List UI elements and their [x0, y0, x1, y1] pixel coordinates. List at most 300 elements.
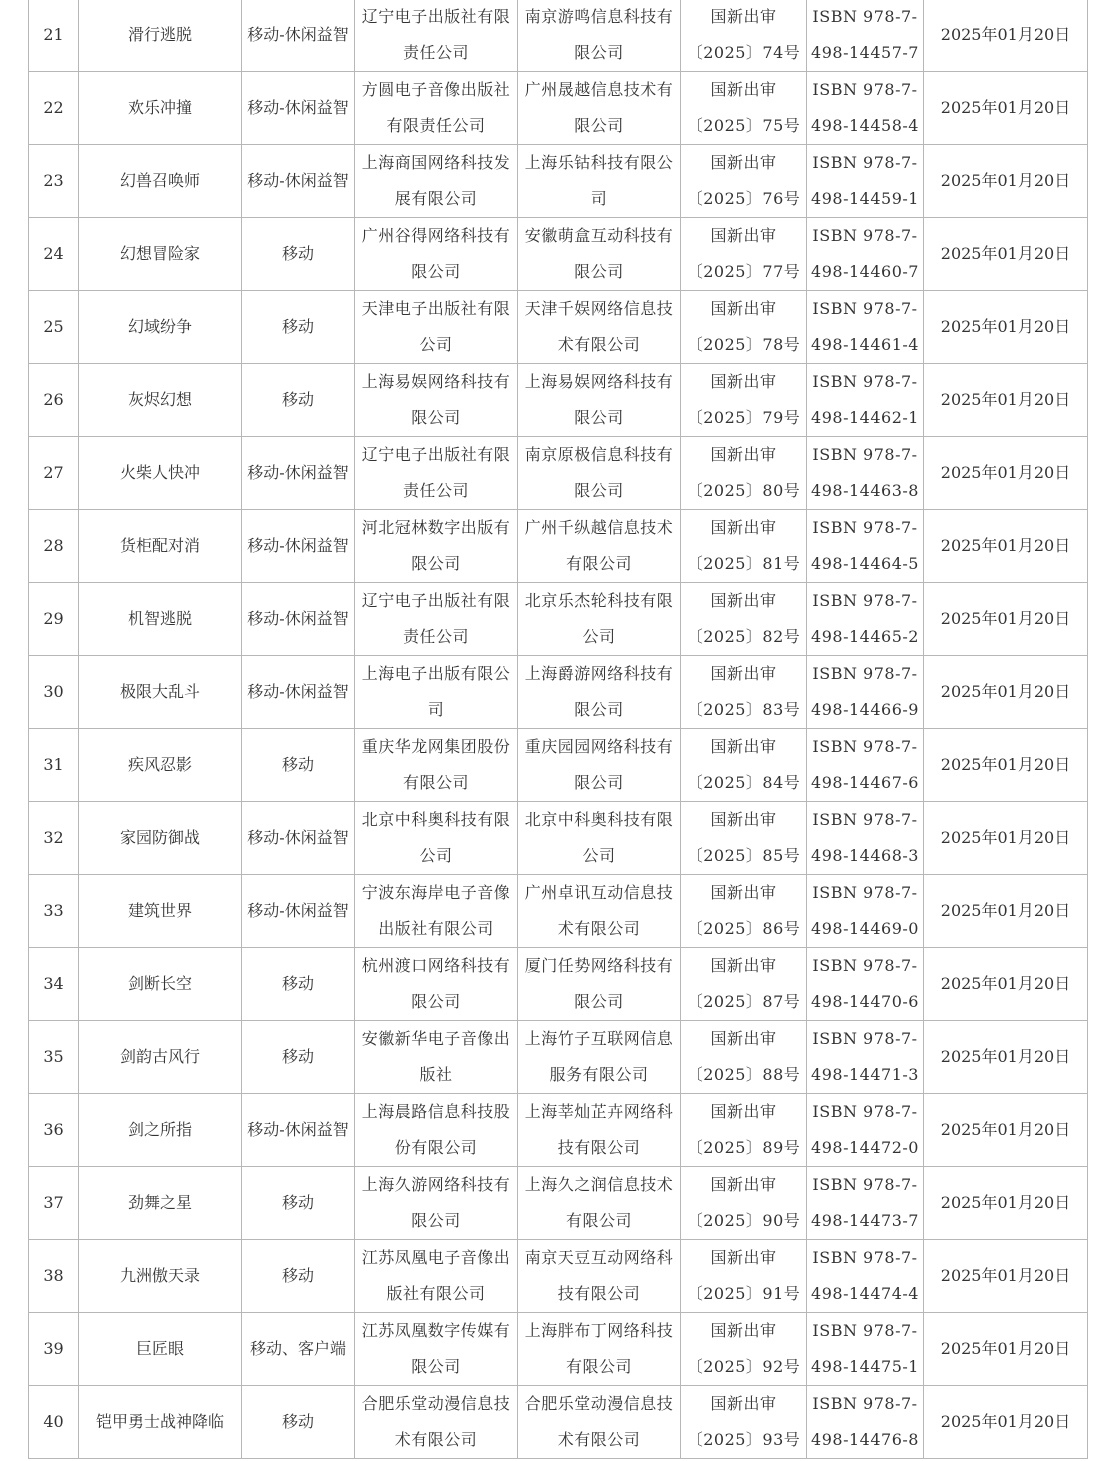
- cell-operator: [518, 656, 681, 729]
- table-row: [29, 510, 1088, 583]
- cell-game-name: 幻想冒险家: [79, 218, 242, 291]
- cell-number: 37: [29, 1167, 79, 1240]
- cell-number: 23: [29, 145, 79, 218]
- cell-publisher: [355, 948, 518, 1021]
- table-row: [29, 729, 1088, 802]
- cell-operator-line: 公司: [582, 846, 616, 865]
- cell-game-type: 移动: [242, 729, 355, 802]
- table-row: [29, 656, 1088, 729]
- table-row: [29, 875, 1088, 948]
- cell-approval-number-line: 国新出审: [710, 153, 777, 172]
- cell-approval-date: 2025年01月20日: [924, 656, 1088, 729]
- cell-isbn: [807, 1021, 924, 1094]
- cell-publisher-line: 责任公司: [402, 43, 469, 62]
- table-row: [29, 583, 1088, 656]
- cell-isbn-line: 498-14471-3: [811, 1065, 919, 1084]
- cell-game-type: 移动: [242, 1386, 355, 1459]
- cell-operator: [518, 802, 681, 875]
- cell-publisher-line: 上海电子出版有限公: [361, 664, 511, 683]
- cell-operator: [518, 291, 681, 364]
- cell-publisher-line: 限公司: [411, 554, 461, 573]
- cell-number: 24: [29, 218, 79, 291]
- cell-approval-number-line: 〔2025〕74号: [686, 43, 801, 62]
- cell-publisher: [355, 437, 518, 510]
- cell-approval-number-line: 国新出审: [710, 883, 777, 902]
- cell-game-type: 移动: [242, 948, 355, 1021]
- cell-isbn-line: ISBN 978-7-: [812, 518, 918, 537]
- cell-number: 32: [29, 802, 79, 875]
- cell-game-name: 幻域纷争: [79, 291, 242, 364]
- cell-isbn: [807, 583, 924, 656]
- cell-publisher: [355, 656, 518, 729]
- cell-number: 29: [29, 583, 79, 656]
- cell-publisher-line: 限公司: [411, 408, 461, 427]
- cell-game-type: 移动-休闲益智: [242, 583, 355, 656]
- cell-game-type: 移动: [242, 1167, 355, 1240]
- cell-number: 26: [29, 364, 79, 437]
- cell-approval-date: 2025年01月20日: [924, 1094, 1088, 1167]
- cell-isbn-line: ISBN 978-7-: [812, 226, 918, 245]
- cell-isbn-line: ISBN 978-7-: [812, 445, 918, 464]
- cell-publisher-line: 重庆华龙网集团股份: [361, 737, 511, 756]
- cell-number: 27: [29, 437, 79, 510]
- cell-approval-date: 2025年01月20日: [924, 1021, 1088, 1094]
- cell-approval-number-line: 〔2025〕89号: [686, 1138, 801, 1157]
- cell-game-name: 建筑世界: [79, 875, 242, 948]
- cell-isbn-line: 498-14457-7: [811, 43, 919, 62]
- cell-operator: [518, 875, 681, 948]
- cell-approval-number: [681, 218, 807, 291]
- cell-publisher: [355, 875, 518, 948]
- cell-approval-date: 2025年01月20日: [924, 802, 1088, 875]
- cell-publisher-line: 责任公司: [402, 481, 469, 500]
- cell-operator-line: 上海莘灿芷卉网络科: [524, 1102, 674, 1121]
- cell-game-name: 灰烬幻想: [79, 364, 242, 437]
- cell-isbn-line: 498-14469-0: [811, 919, 919, 938]
- cell-operator-line: 上海易娱网络科技有: [524, 372, 674, 391]
- table-body: [29, 0, 1088, 1459]
- cell-isbn-line: ISBN 978-7-: [812, 956, 918, 975]
- cell-approval-date: 2025年01月20日: [924, 1313, 1088, 1386]
- cell-game-name: 机智逃脱: [79, 583, 242, 656]
- cell-approval-number-line: 〔2025〕81号: [686, 554, 801, 573]
- table-row: [29, 1240, 1088, 1313]
- cell-isbn-line: ISBN 978-7-: [812, 1102, 918, 1121]
- cell-isbn: [807, 1386, 924, 1459]
- cell-publisher-line: 辽宁电子出版社有限: [361, 591, 511, 610]
- cell-publisher: [355, 1094, 518, 1167]
- cell-operator-line: 安徽萌盒互动科技有: [524, 226, 674, 245]
- cell-game-type: 移动: [242, 218, 355, 291]
- cell-approval-number: [681, 875, 807, 948]
- cell-approval-number: [681, 729, 807, 802]
- cell-operator-line: 限公司: [574, 773, 624, 792]
- cell-approval-number-line: 国新出审: [710, 518, 777, 537]
- cell-approval-number: [681, 364, 807, 437]
- cell-approval-number-line: 〔2025〕86号: [686, 919, 801, 938]
- cell-game-type: 移动: [242, 1021, 355, 1094]
- cell-operator-line: 南京原极信息科技有: [524, 445, 674, 464]
- cell-game-name: 剑断长空: [79, 948, 242, 1021]
- cell-isbn-line: ISBN 978-7-: [812, 7, 918, 26]
- cell-operator-line: 上海乐钴科技有限公: [524, 153, 674, 172]
- cell-isbn-line: ISBN 978-7-: [812, 372, 918, 391]
- cell-approval-date: 2025年01月20日: [924, 145, 1088, 218]
- cell-isbn-line: ISBN 978-7-: [812, 80, 918, 99]
- cell-publisher-line: 河北冠林数字出版有: [361, 518, 511, 537]
- cell-isbn: [807, 364, 924, 437]
- cell-approval-number-line: 国新出审: [710, 737, 777, 756]
- cell-isbn: [807, 948, 924, 1021]
- cell-publisher-line: 上海久游网络科技有: [361, 1175, 511, 1194]
- cell-approval-number-line: 国新出审: [710, 445, 777, 464]
- cell-game-name: 巨匠眼: [79, 1313, 242, 1386]
- cell-isbn: [807, 1240, 924, 1313]
- cell-game-type: 移动: [242, 1240, 355, 1313]
- cell-approval-date: 2025年01月20日: [924, 510, 1088, 583]
- table-row: [29, 1313, 1088, 1386]
- cell-game-type: 移动-休闲益智: [242, 72, 355, 145]
- cell-isbn-line: 498-14462-1: [811, 408, 919, 427]
- cell-operator: [518, 729, 681, 802]
- cell-operator-line: 限公司: [574, 700, 624, 719]
- cell-approval-number-line: 〔2025〕76号: [686, 189, 801, 208]
- cell-approval-number-line: 国新出审: [710, 80, 777, 99]
- table-row: [29, 0, 1088, 72]
- cell-approval-number-line: 〔2025〕77号: [686, 262, 801, 281]
- cell-operator-line: 公司: [582, 627, 616, 646]
- cell-operator-line: 上海胖布丁网络科技: [524, 1321, 674, 1340]
- cell-operator-line: 服务有限公司: [549, 1065, 649, 1084]
- cell-isbn: [807, 1313, 924, 1386]
- cell-publisher-line: 上海晨路信息科技股: [361, 1102, 511, 1121]
- cell-publisher-line: 安徽新华电子音像出: [361, 1029, 511, 1048]
- document-page: [28, 0, 1088, 1459]
- cell-approval-number-line: 〔2025〕88号: [686, 1065, 801, 1084]
- table-row: [29, 802, 1088, 875]
- cell-isbn-line: ISBN 978-7-: [812, 153, 918, 172]
- cell-operator-line: 限公司: [574, 43, 624, 62]
- cell-number: 40: [29, 1386, 79, 1459]
- cell-approval-number: [681, 1021, 807, 1094]
- cell-publisher-line: 限公司: [411, 992, 461, 1011]
- cell-isbn-line: 498-14463-8: [811, 481, 919, 500]
- table-row: [29, 364, 1088, 437]
- cell-game-name: 家园防御战: [79, 802, 242, 875]
- cell-approval-date: 2025年01月20日: [924, 218, 1088, 291]
- cell-operator: [518, 437, 681, 510]
- cell-approval-date: 2025年01月20日: [924, 729, 1088, 802]
- cell-game-type: 移动: [242, 291, 355, 364]
- cell-approval-date: 2025年01月20日: [924, 948, 1088, 1021]
- cell-game-type: 移动-休闲益智: [242, 437, 355, 510]
- cell-approval-number: [681, 802, 807, 875]
- cell-publisher-line: 限公司: [411, 262, 461, 281]
- cell-isbn-line: 498-14473-7: [811, 1211, 919, 1230]
- cell-approval-date: 2025年01月20日: [924, 364, 1088, 437]
- cell-number: 38: [29, 1240, 79, 1313]
- cell-operator: [518, 0, 681, 72]
- cell-isbn-line: 498-14460-7: [811, 262, 919, 281]
- cell-approval-number-line: 国新出审: [710, 1175, 777, 1194]
- cell-approval-number-line: 〔2025〕85号: [686, 846, 801, 865]
- cell-isbn-line: ISBN 978-7-: [812, 810, 918, 829]
- cell-isbn: [807, 291, 924, 364]
- cell-publisher-line: 展有限公司: [394, 189, 478, 208]
- cell-number: 30: [29, 656, 79, 729]
- cell-approval-date: 2025年01月20日: [924, 72, 1088, 145]
- cell-operator-line: 限公司: [574, 481, 624, 500]
- cell-approval-number-line: 国新出审: [710, 1394, 777, 1413]
- cell-approval-number-line: 国新出审: [710, 956, 777, 975]
- cell-operator-line: 限公司: [574, 262, 624, 281]
- cell-isbn-line: ISBN 978-7-: [812, 664, 918, 683]
- cell-publisher-line: 版社: [419, 1065, 453, 1084]
- cell-isbn-line: 498-14474-4: [811, 1284, 919, 1303]
- cell-approval-number: [681, 656, 807, 729]
- cell-publisher-line: 上海易娱网络科技有: [361, 372, 511, 391]
- cell-operator-line: 有限公司: [565, 1211, 632, 1230]
- cell-game-name: 幻兽召唤师: [79, 145, 242, 218]
- cell-isbn-line: ISBN 978-7-: [812, 1321, 918, 1340]
- cell-number: 31: [29, 729, 79, 802]
- cell-approval-number-line: 〔2025〕91号: [686, 1284, 801, 1303]
- cell-approval-date: 2025年01月20日: [924, 1240, 1088, 1313]
- cell-approval-number: [681, 145, 807, 218]
- cell-operator: [518, 948, 681, 1021]
- cell-operator: [518, 1167, 681, 1240]
- cell-number: 33: [29, 875, 79, 948]
- cell-approval-number: [681, 72, 807, 145]
- table-row: [29, 1021, 1088, 1094]
- cell-publisher: [355, 291, 518, 364]
- cell-operator: [518, 1386, 681, 1459]
- cell-approval-date: 2025年01月20日: [924, 583, 1088, 656]
- cell-operator-line: 上海爵游网络科技有: [524, 664, 674, 683]
- cell-game-type: 移动-休闲益智: [242, 145, 355, 218]
- cell-game-name: 九洲傲天录: [79, 1240, 242, 1313]
- cell-isbn-line: 498-14468-3: [811, 846, 919, 865]
- cell-isbn: [807, 218, 924, 291]
- cell-operator-line: 有限公司: [565, 1357, 632, 1376]
- cell-approval-number: [681, 1094, 807, 1167]
- cell-approval-number-line: 〔2025〕75号: [686, 116, 801, 135]
- cell-operator-line: 术有限公司: [557, 335, 641, 354]
- cell-publisher: [355, 218, 518, 291]
- cell-publisher: [355, 364, 518, 437]
- cell-publisher-line: 方圆电子音像出版社: [361, 80, 511, 99]
- cell-publisher: [355, 1167, 518, 1240]
- cell-approval-number-line: 〔2025〕84号: [686, 773, 801, 792]
- cell-isbn-line: ISBN 978-7-: [812, 299, 918, 318]
- cell-approval-number-line: 国新出审: [710, 1029, 777, 1048]
- cell-approval-number-line: 国新出审: [710, 591, 777, 610]
- cell-approval-date: 2025年01月20日: [924, 1386, 1088, 1459]
- cell-isbn: [807, 145, 924, 218]
- cell-operator-line: 上海竹子互联网信息: [524, 1029, 674, 1048]
- cell-operator-line: 南京游鸣信息科技有: [524, 7, 674, 26]
- cell-operator: [518, 1313, 681, 1386]
- cell-publisher-line: 江苏凤凰数字传媒有: [361, 1321, 511, 1340]
- cell-publisher: [355, 1386, 518, 1459]
- cell-approval-date: 2025年01月20日: [924, 437, 1088, 510]
- cell-operator-line: 广州晟越信息技术有: [524, 80, 674, 99]
- cell-approval-number-line: 国新出审: [710, 664, 777, 683]
- cell-operator: [518, 364, 681, 437]
- cell-isbn-line: ISBN 978-7-: [812, 1394, 918, 1413]
- cell-publisher-line: 天津电子出版社有限: [361, 299, 511, 318]
- cell-approval-number-line: 国新出审: [710, 1248, 777, 1267]
- cell-game-type: 移动、客户端: [242, 1313, 355, 1386]
- cell-operator: [518, 510, 681, 583]
- cell-game-name: 铠甲勇士战神降临: [79, 1386, 242, 1459]
- table-row: [29, 437, 1088, 510]
- cell-publisher-line: 限公司: [411, 1357, 461, 1376]
- cell-approval-number: [681, 583, 807, 656]
- cell-operator-line: 广州千纵越信息技术: [524, 518, 674, 537]
- cell-isbn: [807, 1167, 924, 1240]
- cell-approval-date: 2025年01月20日: [924, 875, 1088, 948]
- cell-publisher: [355, 583, 518, 656]
- cell-publisher-line: 版社有限公司: [386, 1284, 486, 1303]
- cell-operator: [518, 218, 681, 291]
- cell-operator: [518, 1094, 681, 1167]
- cell-publisher-line: 份有限公司: [394, 1138, 478, 1157]
- cell-game-type: 移动-休闲益智: [242, 656, 355, 729]
- cell-game-type: 移动-休闲益智: [242, 0, 355, 72]
- cell-isbn-line: ISBN 978-7-: [812, 591, 918, 610]
- cell-isbn-line: 498-14470-6: [811, 992, 919, 1011]
- cell-operator: [518, 1021, 681, 1094]
- cell-publisher-line: 公司: [419, 846, 453, 865]
- cell-game-name: 滑行逃脱: [79, 0, 242, 72]
- cell-publisher-line: 北京中科奥科技有限: [361, 810, 511, 829]
- cell-operator-line: 合肥乐堂动漫信息技: [524, 1394, 674, 1413]
- cell-approval-number-line: 〔2025〕90号: [686, 1211, 801, 1230]
- table-row: [29, 1386, 1088, 1459]
- cell-approval-number: [681, 291, 807, 364]
- cell-number: 21: [29, 0, 79, 72]
- cell-operator-line: 上海久之润信息技术: [524, 1175, 674, 1194]
- cell-game-name: 剑之所指: [79, 1094, 242, 1167]
- cell-game-type: 移动-休闲益智: [242, 510, 355, 583]
- cell-isbn-line: 498-14475-1: [811, 1357, 919, 1376]
- cell-number: 28: [29, 510, 79, 583]
- cell-approval-number-line: 国新出审: [710, 299, 777, 318]
- table-row: [29, 218, 1088, 291]
- cell-operator-line: 厦门任势网络科技有: [524, 956, 674, 975]
- cell-operator-line: 技有限公司: [557, 1138, 641, 1157]
- cell-operator-line: 术有限公司: [557, 919, 641, 938]
- cell-approval-number-line: 〔2025〕92号: [686, 1357, 801, 1376]
- cell-isbn-line: 498-14458-4: [811, 116, 919, 135]
- cell-publisher: [355, 0, 518, 72]
- cell-publisher-line: 责任公司: [402, 627, 469, 646]
- cell-publisher-line: 出版社有限公司: [378, 919, 494, 938]
- cell-isbn: [807, 72, 924, 145]
- cell-isbn: [807, 0, 924, 72]
- cell-approval-number-line: 〔2025〕82号: [686, 627, 801, 646]
- cell-isbn-line: 498-14464-5: [811, 554, 919, 573]
- table-row: [29, 1094, 1088, 1167]
- cell-isbn-line: 498-14476-8: [811, 1430, 919, 1449]
- cell-publisher-line: 有限公司: [402, 773, 469, 792]
- cell-game-name: 火柴人快冲: [79, 437, 242, 510]
- cell-operator-line: 有限公司: [565, 554, 632, 573]
- table-row: [29, 291, 1088, 364]
- cell-approval-number: [681, 948, 807, 1021]
- cell-approval-number-line: 国新出审: [710, 1102, 777, 1121]
- cell-publisher: [355, 1313, 518, 1386]
- cell-publisher: [355, 145, 518, 218]
- cell-number: 34: [29, 948, 79, 1021]
- cell-approval-number-line: 国新出审: [710, 1321, 777, 1340]
- cell-approval-number-line: 〔2025〕78号: [686, 335, 801, 354]
- cell-approval-number: [681, 0, 807, 72]
- cell-number: 22: [29, 72, 79, 145]
- cell-publisher: [355, 1021, 518, 1094]
- cell-isbn-line: ISBN 978-7-: [812, 737, 918, 756]
- cell-isbn-line: 498-14467-6: [811, 773, 919, 792]
- cell-publisher-line: 限公司: [411, 1211, 461, 1230]
- cell-number: 39: [29, 1313, 79, 1386]
- cell-operator-line: 重庆园园网络科技有: [524, 737, 674, 756]
- cell-publisher-line: 辽宁电子出版社有限: [361, 7, 511, 26]
- cell-game-type: 移动-休闲益智: [242, 1094, 355, 1167]
- cell-publisher-line: 公司: [419, 335, 453, 354]
- cell-number: 25: [29, 291, 79, 364]
- cell-game-type: 移动: [242, 364, 355, 437]
- cell-operator-line: 限公司: [574, 408, 624, 427]
- cell-publisher-line: 杭州渡口网络科技有: [361, 956, 511, 975]
- cell-publisher: [355, 802, 518, 875]
- cell-isbn-line: ISBN 978-7-: [812, 1248, 918, 1267]
- table-row: [29, 948, 1088, 1021]
- cell-approval-number-line: 〔2025〕87号: [686, 992, 801, 1011]
- cell-publisher-line: 术有限公司: [394, 1430, 478, 1449]
- cell-approval-number-line: 〔2025〕79号: [686, 408, 801, 427]
- table-row: [29, 145, 1088, 218]
- cell-isbn: [807, 437, 924, 510]
- cell-game-name: 劲舞之星: [79, 1167, 242, 1240]
- cell-approval-number-line: 〔2025〕93号: [686, 1430, 801, 1449]
- cell-publisher-line: 辽宁电子出版社有限: [361, 445, 511, 464]
- cell-isbn-line: 498-14465-2: [811, 627, 919, 646]
- cell-operator-line: 司: [590, 189, 608, 208]
- cell-publisher-line: 合肥乐堂动漫信息技: [361, 1394, 511, 1413]
- cell-operator-line: 北京乐杰轮科技有限: [524, 591, 674, 610]
- cell-isbn: [807, 729, 924, 802]
- cell-game-name: 疾风忍影: [79, 729, 242, 802]
- cell-isbn-line: 498-14459-1: [811, 189, 919, 208]
- cell-operator-line: 广州卓讯互动信息技: [524, 883, 674, 902]
- cell-publisher: [355, 510, 518, 583]
- cell-approval-date: 2025年01月20日: [924, 291, 1088, 364]
- cell-operator-line: 限公司: [574, 116, 624, 135]
- cell-approval-number: [681, 1386, 807, 1459]
- cell-game-name: 剑韵古风行: [79, 1021, 242, 1094]
- cell-operator-line: 天津千娱网络信息技: [524, 299, 674, 318]
- cell-approval-number-line: 国新出审: [710, 810, 777, 829]
- cell-game-name: 极限大乱斗: [79, 656, 242, 729]
- cell-isbn: [807, 802, 924, 875]
- cell-isbn: [807, 510, 924, 583]
- cell-isbn-line: 498-14466-9: [811, 700, 919, 719]
- cell-operator: [518, 145, 681, 218]
- cell-game-type: 移动-休闲益智: [242, 875, 355, 948]
- table-row: [29, 1167, 1088, 1240]
- cell-publisher: [355, 729, 518, 802]
